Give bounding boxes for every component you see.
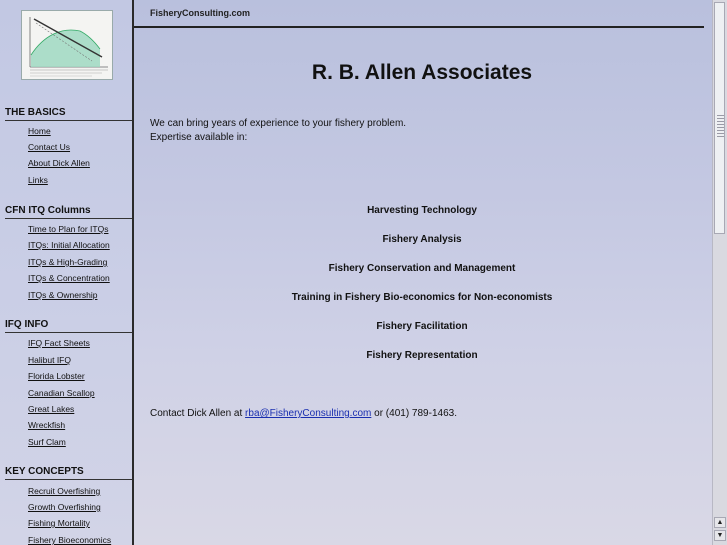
nav-link-high-grading[interactable]: ITQs & High-Grading: [28, 257, 108, 267]
nav-link-growth-overfishing[interactable]: Growth Overfishing: [28, 502, 101, 512]
nav-link-halibut-ifq[interactable]: Halibut IFQ: [28, 355, 71, 365]
header-rule: [134, 26, 704, 28]
service-harvesting-technology: Harvesting Technology: [367, 205, 477, 216]
nav-link-canadian-scallop[interactable]: Canadian Scallop: [28, 388, 95, 398]
logo-chart-graphic: [22, 11, 112, 79]
nav-link-fishery-bioeconomics[interactable]: Fishery Bioeconomics: [28, 535, 112, 545]
vertical-scrollbar[interactable]: [712, 0, 727, 545]
nav-link-florida-lobster[interactable]: Florida Lobster: [28, 371, 85, 381]
section-heading-basics: THE BASICS: [5, 107, 132, 121]
service-bioeconomics-training: Training in Fishery Bio-economics for Non-economists: [291, 292, 553, 303]
nav-link-links[interactable]: Links: [28, 175, 48, 185]
nav-link-great-lakes[interactable]: Great Lakes: [28, 404, 75, 414]
scroll-down-button[interactable]: ▼: [714, 530, 726, 541]
nav-link-time-to-plan[interactable]: Time to Plan for ITQs: [28, 224, 109, 234]
service-fishery-facilitation: Fishery Facilitation: [376, 321, 468, 332]
nav-link-contact-us[interactable]: Contact Us: [28, 142, 71, 152]
nav-link-home[interactable]: Home: [28, 126, 51, 136]
service-conservation-management: Fishery Conservation and Management: [328, 263, 516, 274]
service-fishery-analysis: Fishery Analysis: [382, 234, 462, 245]
expertise-heading: Expertise available in:: [150, 132, 248, 143]
service-fishery-representation: Fishery Representation: [366, 350, 478, 361]
nav-link-surf-clam[interactable]: Surf Clam: [28, 437, 66, 447]
nav-link-fishing-mortality[interactable]: Fishing Mortality: [28, 518, 90, 528]
nav-link-ownership[interactable]: ITQs & Ownership: [28, 290, 98, 300]
intro-line: We can bring years of experience to your fishery problem.: [150, 118, 407, 129]
logo-chart-image[interactable]: [21, 10, 113, 80]
nav-link-recruit-overfishing[interactable]: Recruit Overfishing: [28, 486, 101, 496]
nav-link-concentration[interactable]: ITQs & Concentration: [28, 273, 110, 283]
contact-line: [150, 408, 457, 419]
nav-link-about-dick-allen[interactable]: About Dick Allen: [28, 158, 90, 168]
nav-link-ifq-fact-sheets[interactable]: IFQ Fact Sheets: [28, 338, 90, 348]
nav-link-wreckfish[interactable]: Wreckfish: [28, 420, 66, 430]
section-heading-cfn-itq: CFN ITQ Columns: [5, 205, 132, 219]
scroll-up-button[interactable]: ▲: [714, 517, 726, 528]
page-title: R. B. Allen Associates: [311, 61, 533, 84]
scrollbar-grip-icon: [717, 115, 724, 137]
contact-prefix: Contact Dick Allen at: [150, 408, 243, 419]
contact-phone: or (401) 789-1463.: [374, 408, 457, 419]
contact-email-link[interactable]: rba@FisheryConsulting.com: [245, 408, 372, 419]
nav-link-initial-allocation[interactable]: ITQs: Initial Allocation: [28, 240, 110, 250]
site-name: FisheryConsulting.com: [150, 8, 251, 18]
scrollbar-thumb[interactable]: [714, 2, 725, 234]
sidebar: [0, 0, 132, 545]
section-heading-ifq-info: IFQ INFO: [5, 319, 132, 333]
section-heading-key-concepts: KEY CONCEPTS: [5, 466, 132, 480]
